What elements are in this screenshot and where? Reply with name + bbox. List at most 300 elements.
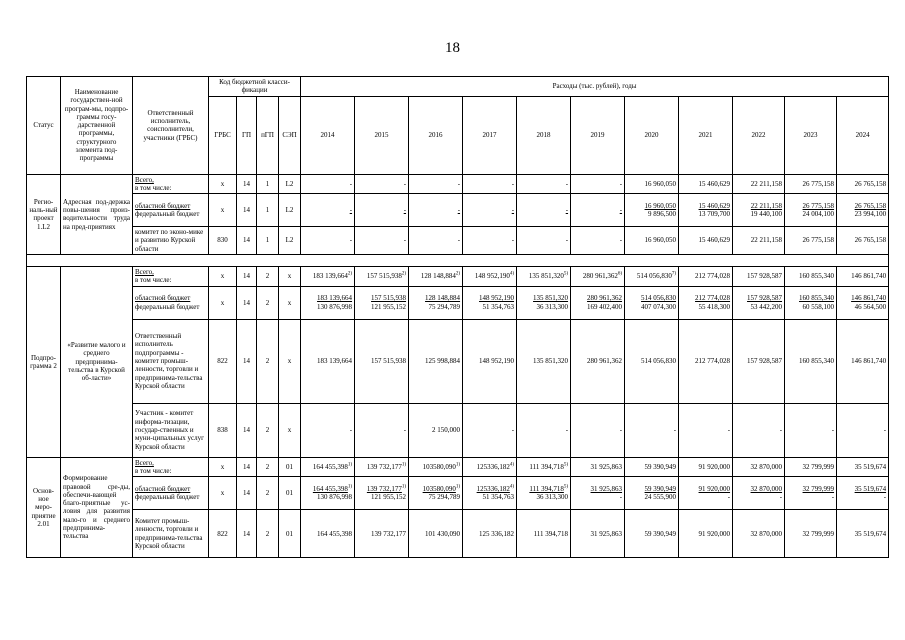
col-budget-code: Код бюджетной класси-фикации	[209, 77, 301, 97]
footnote-marker: 1)	[401, 484, 407, 490]
footnote-marker: 2)	[401, 271, 407, 277]
col-year: 2024	[837, 96, 889, 174]
value-cell	[571, 319, 625, 403]
value-cell	[625, 286, 679, 319]
value-federal: 9 896,500	[648, 210, 677, 219]
gp-cell: 14	[237, 319, 257, 403]
value-cell	[355, 286, 409, 319]
value-cell	[733, 457, 785, 477]
value-text: 16 960,050	[644, 236, 677, 245]
col-status: Статус	[27, 77, 61, 175]
value-federal: 19 440,100	[750, 210, 783, 219]
page-number: 18	[445, 40, 460, 56]
table-row	[27, 457, 889, 477]
value-cell	[625, 477, 679, 510]
table-row	[27, 174, 889, 194]
status-cell: Основ-ное меро-приятие 2.01	[27, 457, 61, 558]
value-cell	[625, 194, 679, 227]
col-responsible: Ответственный исполнитель, соисполнители, участники (ГРБС)	[133, 77, 209, 175]
value-cell: -	[463, 174, 517, 194]
value-federal: 407 074,300	[641, 302, 677, 311]
value-text: 31 925,863	[590, 529, 623, 538]
value-federal: 121 955,152	[371, 493, 407, 502]
value-regional: 35 519,674	[854, 484, 887, 493]
value-cell	[785, 477, 837, 510]
grbs-cell: 830	[209, 227, 237, 255]
label-cell	[133, 267, 209, 287]
col-year: 2014	[301, 96, 355, 174]
value-regional: 59 390,949	[644, 484, 677, 493]
value-text: 157 515,938	[371, 357, 407, 366]
value-cell	[785, 510, 837, 558]
label-cell: Участник - комитет информа-тизации, государ-ственных и муни-ципальных услуг Курской области	[133, 403, 209, 457]
grbs-cell: 838	[209, 403, 237, 457]
value-cell	[625, 403, 679, 457]
pgp-cell: 2	[257, 286, 279, 319]
value-cell	[355, 319, 409, 403]
value-cell	[409, 457, 463, 477]
value-cell	[733, 286, 785, 319]
value-text: -	[619, 426, 623, 435]
value-cell	[463, 194, 517, 227]
gp-cell: 14	[237, 227, 257, 255]
value-text: 146 861,740	[851, 272, 887, 281]
spacer-cell	[27, 255, 889, 267]
value-text: 111 394,718	[529, 462, 564, 471]
value-cell	[517, 510, 571, 558]
value-cell	[679, 194, 733, 227]
footnote-marker: 1)	[347, 484, 353, 490]
value-cell	[517, 457, 571, 477]
value-cell	[679, 477, 733, 510]
value-cell	[355, 403, 409, 457]
value-cell	[785, 403, 837, 457]
value-text: -	[727, 426, 731, 435]
grbs-cell: х	[209, 477, 237, 510]
value-cell	[837, 194, 889, 227]
sep-cell: L2	[279, 194, 301, 227]
value-text: 2 150,000	[432, 426, 461, 435]
value-cell	[301, 477, 355, 510]
status-cell: Подпро-грамма 2	[27, 267, 61, 458]
value-text: -	[349, 426, 353, 435]
gp-cell: 14	[237, 477, 257, 510]
value-regional: 31 925,863	[590, 484, 623, 493]
label-cell: Ответственный исполнитель подпрограммы - комитет промыш-ленности, торговли и предпринима-тельства Курской области	[133, 319, 209, 403]
label-b: федеральный бюджет	[135, 493, 200, 502]
value-text: -	[403, 236, 407, 245]
value-text: -	[883, 426, 887, 435]
value-text: 59 390,949	[644, 462, 677, 471]
label-b: федеральный бюджет	[135, 302, 200, 311]
value-cell	[301, 267, 355, 287]
value-federal: 51 354,763	[482, 302, 515, 311]
value-cell	[785, 286, 837, 319]
value-federal: 121 955,152	[371, 302, 407, 311]
value-federal: 23 994,100	[854, 210, 887, 219]
value-cell	[679, 286, 733, 319]
pgp-cell: 2	[257, 319, 279, 403]
value-cell	[733, 510, 785, 558]
value-cell	[355, 194, 409, 227]
value-cell	[679, 510, 733, 558]
value-cell	[733, 194, 785, 227]
value-text: 35 519,674	[854, 529, 887, 538]
value-text: 160 855,340	[799, 357, 835, 366]
value-text: 157 515,938	[366, 272, 402, 281]
col-grbs: ГРБС	[209, 96, 237, 174]
value-regional: 111 394,718	[529, 484, 564, 493]
footnote-marker: 1)	[347, 462, 353, 468]
value-cell	[837, 510, 889, 558]
value-regional: 139 732,177	[366, 484, 402, 493]
value-cell	[463, 227, 517, 255]
spacer-row	[27, 255, 889, 267]
col-expenses: Расходы (тыс. рублей), годы	[301, 77, 889, 97]
value-cell	[355, 477, 409, 510]
value-cell	[301, 403, 355, 457]
table-row	[27, 403, 889, 457]
value-cell	[409, 477, 463, 510]
sep-cell: х	[279, 267, 301, 287]
value-cell	[785, 227, 837, 255]
value-regional: 103580,090	[422, 484, 456, 493]
footnote-marker: 5)	[563, 271, 569, 277]
value-regional: -	[565, 206, 569, 215]
value-cell	[571, 510, 625, 558]
value-cell	[301, 194, 355, 227]
value-text: 212 774,028	[695, 272, 731, 281]
label-cell	[133, 457, 209, 477]
value-cell	[409, 319, 463, 403]
value-text: 514 056,830	[641, 357, 677, 366]
sep-cell: L2	[279, 174, 301, 194]
value-text: 32 799,999	[802, 462, 835, 471]
value-cell	[409, 267, 463, 287]
table-row	[27, 227, 889, 255]
value-text: -	[565, 236, 569, 245]
value-text: 91 920,000	[698, 529, 731, 538]
col-year: 2015	[355, 96, 409, 174]
value-cell	[517, 477, 571, 510]
value-text: 157 928,587	[747, 357, 783, 366]
value-text: 59 390,949	[644, 529, 677, 538]
value-cell	[463, 286, 517, 319]
value-cell	[517, 227, 571, 255]
value-federal: 51 354,763	[482, 493, 515, 502]
value-text: 148 952,190	[474, 272, 510, 281]
table-row	[27, 194, 889, 227]
value-cell	[571, 227, 625, 255]
value-regional: 148 952,190	[479, 294, 515, 303]
label-cell: комитет по эконо-мике и развитию Курской области	[133, 227, 209, 255]
table-row	[27, 510, 889, 558]
value-cell: -	[409, 174, 463, 194]
value-text: -	[565, 426, 569, 435]
value-text: -	[673, 426, 677, 435]
footnote-marker: 7)	[671, 271, 677, 277]
footnote-marker: 2)	[347, 271, 353, 277]
value-cell: -	[355, 174, 409, 194]
value-text: 31 925,863	[590, 462, 623, 471]
table-row	[27, 286, 889, 319]
value-cell	[679, 457, 733, 477]
col-year: 2019	[571, 96, 625, 174]
value-cell	[679, 319, 733, 403]
value-regional: -	[511, 206, 515, 215]
col-year: 2018	[517, 96, 571, 174]
value-text: -	[403, 426, 407, 435]
label-cell	[133, 477, 209, 510]
footnote-marker: 5)	[563, 484, 569, 490]
gp-cell: 14	[237, 457, 257, 477]
value-regional: 22 211,158	[750, 201, 783, 210]
value-cell	[301, 319, 355, 403]
value-cell	[571, 286, 625, 319]
gp-cell: 14	[237, 194, 257, 227]
value-regional: 160 855,340	[799, 294, 835, 303]
value-cell	[785, 319, 837, 403]
value-federal: 53 442,200	[750, 302, 783, 311]
value-federal: 13 709,700	[698, 210, 731, 219]
value-regional: -	[619, 206, 623, 215]
label-cell	[133, 286, 209, 319]
footnote-marker: 4)	[509, 484, 515, 490]
value-text: 183 139,664	[312, 272, 348, 281]
sep-cell: х	[279, 286, 301, 319]
header-row-1	[27, 77, 889, 97]
value-federal: 36 313,300	[536, 493, 569, 502]
value-federal: -	[727, 493, 731, 502]
value-cell	[355, 457, 409, 477]
value-cell	[733, 403, 785, 457]
gp-cell: 14	[237, 510, 257, 558]
grbs-cell: х	[209, 194, 237, 227]
value-text: 91 920,000	[698, 462, 731, 471]
grbs-cell: х	[209, 286, 237, 319]
label-total: Всего,	[135, 175, 154, 184]
value-regional: 91 920,000	[698, 484, 731, 493]
value-cell	[517, 403, 571, 457]
footnote-marker: 4)	[509, 271, 515, 277]
budget-table	[26, 76, 889, 558]
value-cell	[625, 267, 679, 287]
value-text: 164 455,398	[317, 529, 353, 538]
label-b: в том числе:	[135, 276, 172, 285]
value-text: 15 460,629	[698, 236, 731, 245]
value-cell	[837, 286, 889, 319]
grbs-cell: х	[209, 457, 237, 477]
value-text: 125 336,182	[479, 529, 515, 538]
sep-cell: 01	[279, 457, 301, 477]
value-text: -	[511, 236, 515, 245]
value-cell	[355, 227, 409, 255]
value-text: 22 211,158	[750, 236, 783, 245]
pgp-cell: 2	[257, 477, 279, 510]
value-regional: 280 961,362	[587, 294, 623, 303]
value-text: 160 855,340	[799, 272, 835, 281]
value-cell	[409, 194, 463, 227]
value-cell	[463, 457, 517, 477]
col-gp: ГП	[237, 96, 257, 174]
footnote-marker: 5)	[563, 462, 569, 468]
table-row	[27, 319, 889, 403]
status-cell: Регио-наль-ный проект 1.L2	[27, 174, 61, 254]
value-text: 32 870,000	[750, 529, 783, 538]
value-cell	[837, 477, 889, 510]
value-regional: 157 515,938	[371, 294, 407, 303]
value-federal: 46 564,500	[854, 302, 887, 311]
grbs-cell: х	[209, 267, 237, 287]
value-federal: 75 294,789	[428, 302, 461, 311]
value-text: 32 870,000	[750, 462, 783, 471]
pgp-cell: 1	[257, 227, 279, 255]
value-cell	[517, 319, 571, 403]
label-a: Всего,	[135, 268, 154, 277]
label-incl: в том числе:	[135, 183, 172, 192]
grbs-cell: 822	[209, 510, 237, 558]
value-regional: 32 799,999	[802, 484, 835, 493]
label-a: Всего,	[135, 458, 154, 467]
value-cell	[463, 319, 517, 403]
value-cell	[785, 457, 837, 477]
value-cell	[409, 227, 463, 255]
col-name: Наименование государствен-ной програм-мы, подпро-граммы госу-дарственной программы, структурного элемента под-программы	[61, 77, 133, 175]
value-cell: -	[301, 174, 355, 194]
value-text: 280 961,362	[587, 357, 623, 366]
gp-cell: 14	[237, 174, 257, 194]
value-federal: 55 418,300	[698, 302, 731, 311]
col-year: 2023	[785, 96, 837, 174]
value-text: 128 148,884	[420, 272, 456, 281]
value-cell	[517, 267, 571, 287]
value-cell	[837, 457, 889, 477]
value-federal: -	[779, 493, 783, 502]
label-cell	[133, 174, 209, 194]
value-regional: 183 139,664	[317, 294, 353, 303]
sep-cell: х	[279, 403, 301, 457]
value-regional: 125336,182	[476, 484, 510, 493]
pgp-cell: 2	[257, 403, 279, 457]
value-cell	[463, 477, 517, 510]
value-cell	[625, 510, 679, 558]
value-cell: 26 775,158	[785, 174, 837, 194]
value-text: 164 455,398	[312, 462, 348, 471]
value-federal: 24 555,900	[644, 493, 677, 502]
name-cell: Адресная под-держка повы-шения произ-водительности труда на пред-приятиях	[61, 174, 133, 254]
value-federal: -	[883, 493, 887, 502]
label-a: областной бюджет	[135, 201, 191, 210]
value-cell	[733, 267, 785, 287]
value-regional: 157 928,587	[747, 294, 783, 303]
value-cell	[355, 510, 409, 558]
value-cell	[625, 319, 679, 403]
value-federal: 130 876,998	[317, 493, 353, 502]
value-cell	[785, 194, 837, 227]
value-cell	[571, 457, 625, 477]
label-b: федеральный бюджет	[135, 210, 200, 219]
value-cell	[409, 403, 463, 457]
value-cell	[301, 510, 355, 558]
value-cell	[733, 319, 785, 403]
value-cell	[679, 403, 733, 457]
value-federal: 24 004,100	[802, 210, 835, 219]
value-text: 101 430,090	[425, 529, 461, 538]
value-text: -	[619, 236, 623, 245]
value-cell	[837, 403, 889, 457]
value-cell	[571, 267, 625, 287]
value-cell	[409, 286, 463, 319]
value-regional: -	[457, 206, 461, 215]
value-text: 157 928,587	[747, 272, 783, 281]
value-regional: 135 851,320	[533, 294, 569, 303]
value-text: -	[831, 426, 835, 435]
col-year: 2022	[733, 96, 785, 174]
value-federal: 36 313,300	[536, 302, 569, 311]
col-year: 2017	[463, 96, 517, 174]
value-text: 26 765,158	[854, 236, 887, 245]
label-b: в том числе:	[135, 466, 172, 475]
value-regional: 16 960,050	[644, 201, 677, 210]
value-cell	[625, 227, 679, 255]
value-cell	[837, 267, 889, 287]
value-cell	[733, 477, 785, 510]
value-text: 146 861,740	[851, 357, 887, 366]
value-text: 125336,182	[476, 462, 510, 471]
col-sep: СЭП	[279, 96, 301, 174]
value-cell	[301, 227, 355, 255]
gp-cell: 14	[237, 286, 257, 319]
value-regional: 146 861,740	[851, 294, 887, 303]
value-text: 125 998,884	[425, 357, 461, 366]
value-text: 135 851,320	[528, 272, 564, 281]
value-regional: 26 775,158	[802, 201, 835, 210]
col-year: 2021	[679, 96, 733, 174]
value-cell	[301, 286, 355, 319]
footnote-marker: 2)	[455, 271, 461, 277]
label-a: областной бюджет	[135, 484, 191, 493]
pgp-cell: 2	[257, 510, 279, 558]
value-cell	[733, 227, 785, 255]
sep-cell: 01	[279, 510, 301, 558]
value-regional: 32 870,000	[750, 484, 783, 493]
footnote-marker: 4)	[509, 462, 515, 468]
value-cell: -	[517, 174, 571, 194]
value-cell: 16 960,050	[625, 174, 679, 194]
grbs-cell: 822	[209, 319, 237, 403]
pgp-cell: 2	[257, 267, 279, 287]
value-text: 139 732,177	[371, 529, 407, 538]
value-federal: 75 294,789	[428, 493, 461, 502]
value-text: 139 732,177	[366, 462, 402, 471]
label-cell	[133, 194, 209, 227]
value-federal: -	[619, 493, 623, 502]
value-regional: -	[403, 206, 407, 215]
value-regional: 26 765,158	[854, 201, 887, 210]
value-text: 111 394,718	[533, 529, 569, 538]
value-cell	[571, 194, 625, 227]
value-text: 183 139,664	[317, 357, 353, 366]
value-text: 212 774,028	[695, 357, 731, 366]
col-year: 2020	[625, 96, 679, 174]
footnote-marker: 6)	[617, 271, 623, 277]
value-federal: 60 558,100	[802, 302, 835, 311]
value-federal: -	[831, 493, 835, 502]
value-text: 148 952,190	[479, 357, 515, 366]
value-text: -	[511, 426, 515, 435]
value-cell: -	[571, 174, 625, 194]
footnote-marker: 1)	[455, 462, 461, 468]
